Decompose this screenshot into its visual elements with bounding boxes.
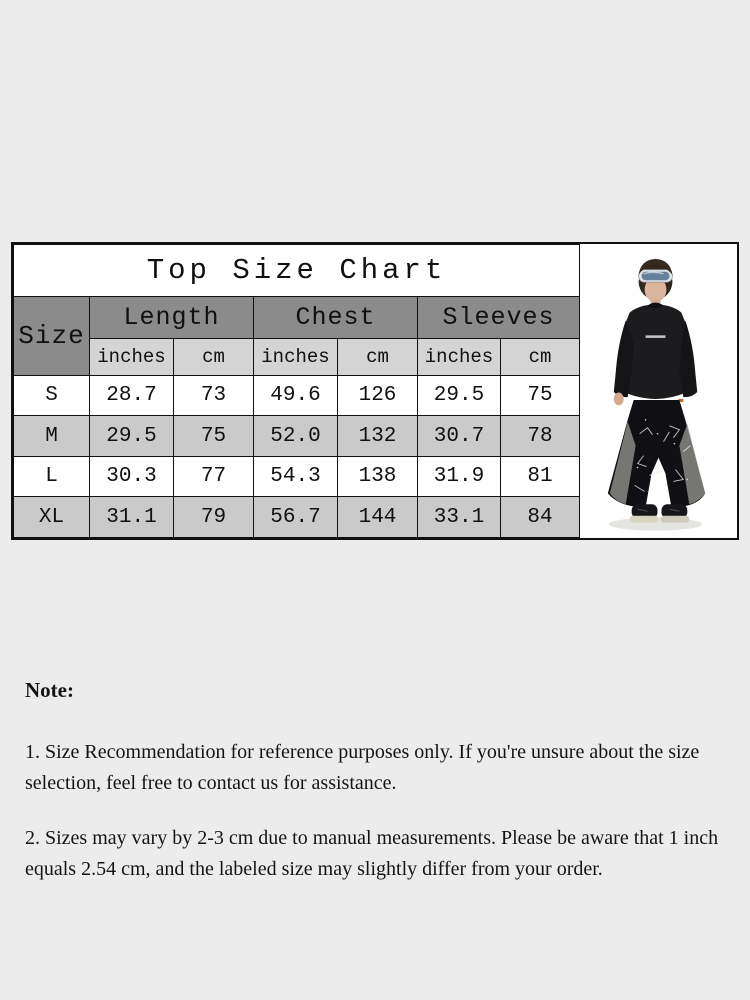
size-label: M bbox=[14, 416, 90, 457]
subheader-length-inches: inches bbox=[90, 339, 174, 375]
note-item-1: 1. Size Recommendation for reference purposes only. If you're unsure about the size selection, feel free to contact us for assistance. bbox=[25, 741, 700, 794]
size-chart-panel bbox=[11, 242, 739, 540]
cell-value: 31.9 bbox=[418, 456, 501, 497]
cell-value: 75 bbox=[174, 416, 254, 457]
cell-value: 54.3 bbox=[254, 456, 338, 497]
size-column-header: Size bbox=[14, 296, 90, 375]
table-row-l bbox=[14, 456, 580, 497]
table-row-s bbox=[14, 375, 580, 416]
size-chart-table-wrap bbox=[13, 244, 579, 538]
size-chart-title: Top Size Chart bbox=[14, 245, 580, 297]
subheader-sleeves-inches: inches bbox=[418, 339, 501, 375]
model-photo bbox=[579, 244, 737, 538]
cell-value: 30.3 bbox=[90, 456, 174, 497]
subheader-sleeves-cm: cm bbox=[501, 339, 580, 375]
cell-value: 132 bbox=[338, 416, 418, 457]
cell-value: 79 bbox=[174, 497, 254, 538]
notes-section bbox=[25, 678, 729, 909]
cell-value: 29.5 bbox=[418, 375, 501, 416]
size-label: S bbox=[14, 375, 90, 416]
group-header-sleeves: Sleeves bbox=[418, 296, 580, 339]
group-header-length: Length bbox=[90, 296, 254, 339]
cell-value: 78 bbox=[501, 416, 580, 457]
cell-value: 49.6 bbox=[254, 375, 338, 416]
subheader-length-cm: cm bbox=[174, 339, 254, 375]
size-label: XL bbox=[14, 497, 90, 538]
cell-value: 73 bbox=[174, 375, 254, 416]
cell-value: 126 bbox=[338, 375, 418, 416]
subheader-chest-inches: inches bbox=[254, 339, 338, 375]
cell-value: 52.0 bbox=[254, 416, 338, 457]
cell-value: 33.1 bbox=[418, 497, 501, 538]
note-heading: Note: bbox=[25, 678, 74, 702]
model-photo-illustration bbox=[580, 244, 737, 538]
cell-value: 56.7 bbox=[254, 497, 338, 538]
cell-value: 81 bbox=[501, 456, 580, 497]
cell-value: 28.7 bbox=[90, 375, 174, 416]
subheader-chest-cm: cm bbox=[338, 339, 418, 375]
size-label: L bbox=[14, 456, 90, 497]
size-chart-table bbox=[13, 244, 580, 538]
cell-value: 29.5 bbox=[90, 416, 174, 457]
cell-value: 31.1 bbox=[90, 497, 174, 538]
cell-value: 144 bbox=[338, 497, 418, 538]
cell-value: 84 bbox=[501, 497, 580, 538]
cell-value: 75 bbox=[501, 375, 580, 416]
cell-value: 30.7 bbox=[418, 416, 501, 457]
group-header-chest: Chest bbox=[254, 296, 418, 339]
table-row-xl bbox=[14, 497, 580, 538]
cell-value: 77 bbox=[174, 456, 254, 497]
note-item-2: 2. Sizes may vary by 2-3 cm due to manual measurements. Please be aware that 1 inch equals 2.54 cm, and the labeled size may slightly differ from your order. bbox=[25, 827, 719, 880]
cell-value: 138 bbox=[338, 456, 418, 497]
table-row-m bbox=[14, 416, 580, 457]
